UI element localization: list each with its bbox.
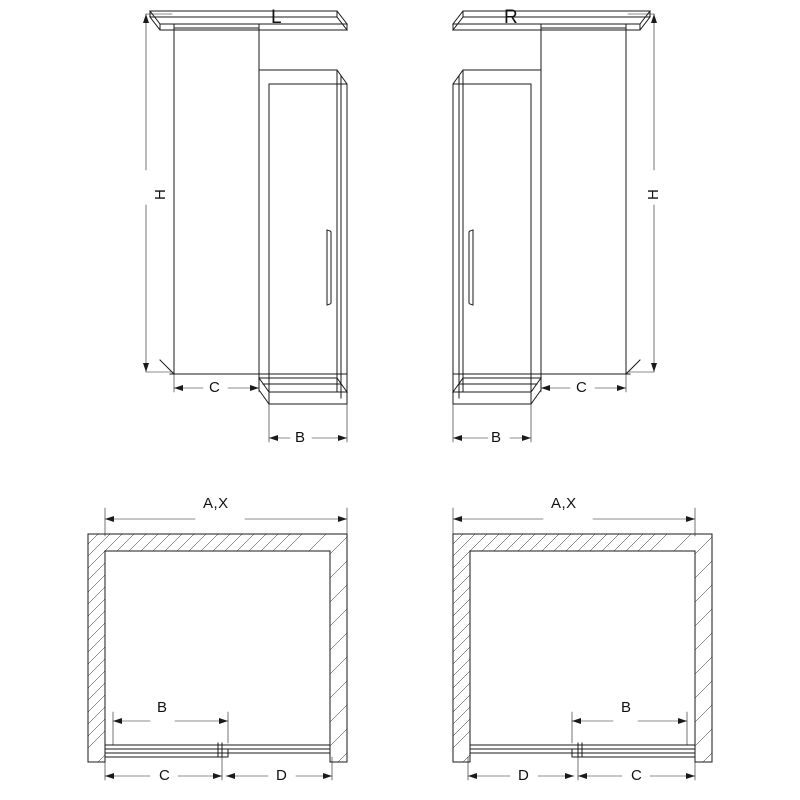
elevation-left-c-label: C bbox=[209, 379, 221, 396]
elevation-left-height-label: H bbox=[152, 188, 169, 200]
plan-right-b-label: B bbox=[621, 699, 632, 716]
elevation-right-b-label: B bbox=[491, 429, 502, 446]
plan-left-ax-label: A,X bbox=[203, 495, 229, 512]
elevation-right-height-label: H bbox=[645, 188, 662, 200]
elevation-right-c-label: C bbox=[576, 379, 588, 396]
plan-left-wall-hatch bbox=[60, 500, 588, 800]
plan-left-dimension-lines bbox=[105, 508, 347, 780]
plan-right-ax-label: A,X bbox=[551, 495, 577, 512]
plan-left-geometry bbox=[88, 534, 347, 762]
elevation-left-heading: L bbox=[271, 7, 283, 28]
plan-right-wall-hatch bbox=[425, 500, 800, 800]
elevation-right-geometry bbox=[453, 11, 650, 404]
plan-right-dimension-lines bbox=[453, 508, 695, 780]
plan-right-c-label: C bbox=[631, 767, 643, 784]
plan-right-geometry bbox=[453, 534, 712, 762]
elevation-left-geometry bbox=[150, 11, 347, 404]
elevation-right-heading: R bbox=[504, 7, 519, 28]
elevation-left-b-label: B bbox=[295, 429, 306, 446]
plan-left-c-label: C bbox=[159, 767, 171, 784]
plan-left-d-label: D bbox=[276, 767, 288, 784]
plan-right-glass-track bbox=[470, 743, 695, 757]
plan-left-glass-track bbox=[105, 743, 330, 757]
plan-left-b-label: B bbox=[157, 699, 168, 716]
plan-right-d-label: D bbox=[518, 767, 530, 784]
